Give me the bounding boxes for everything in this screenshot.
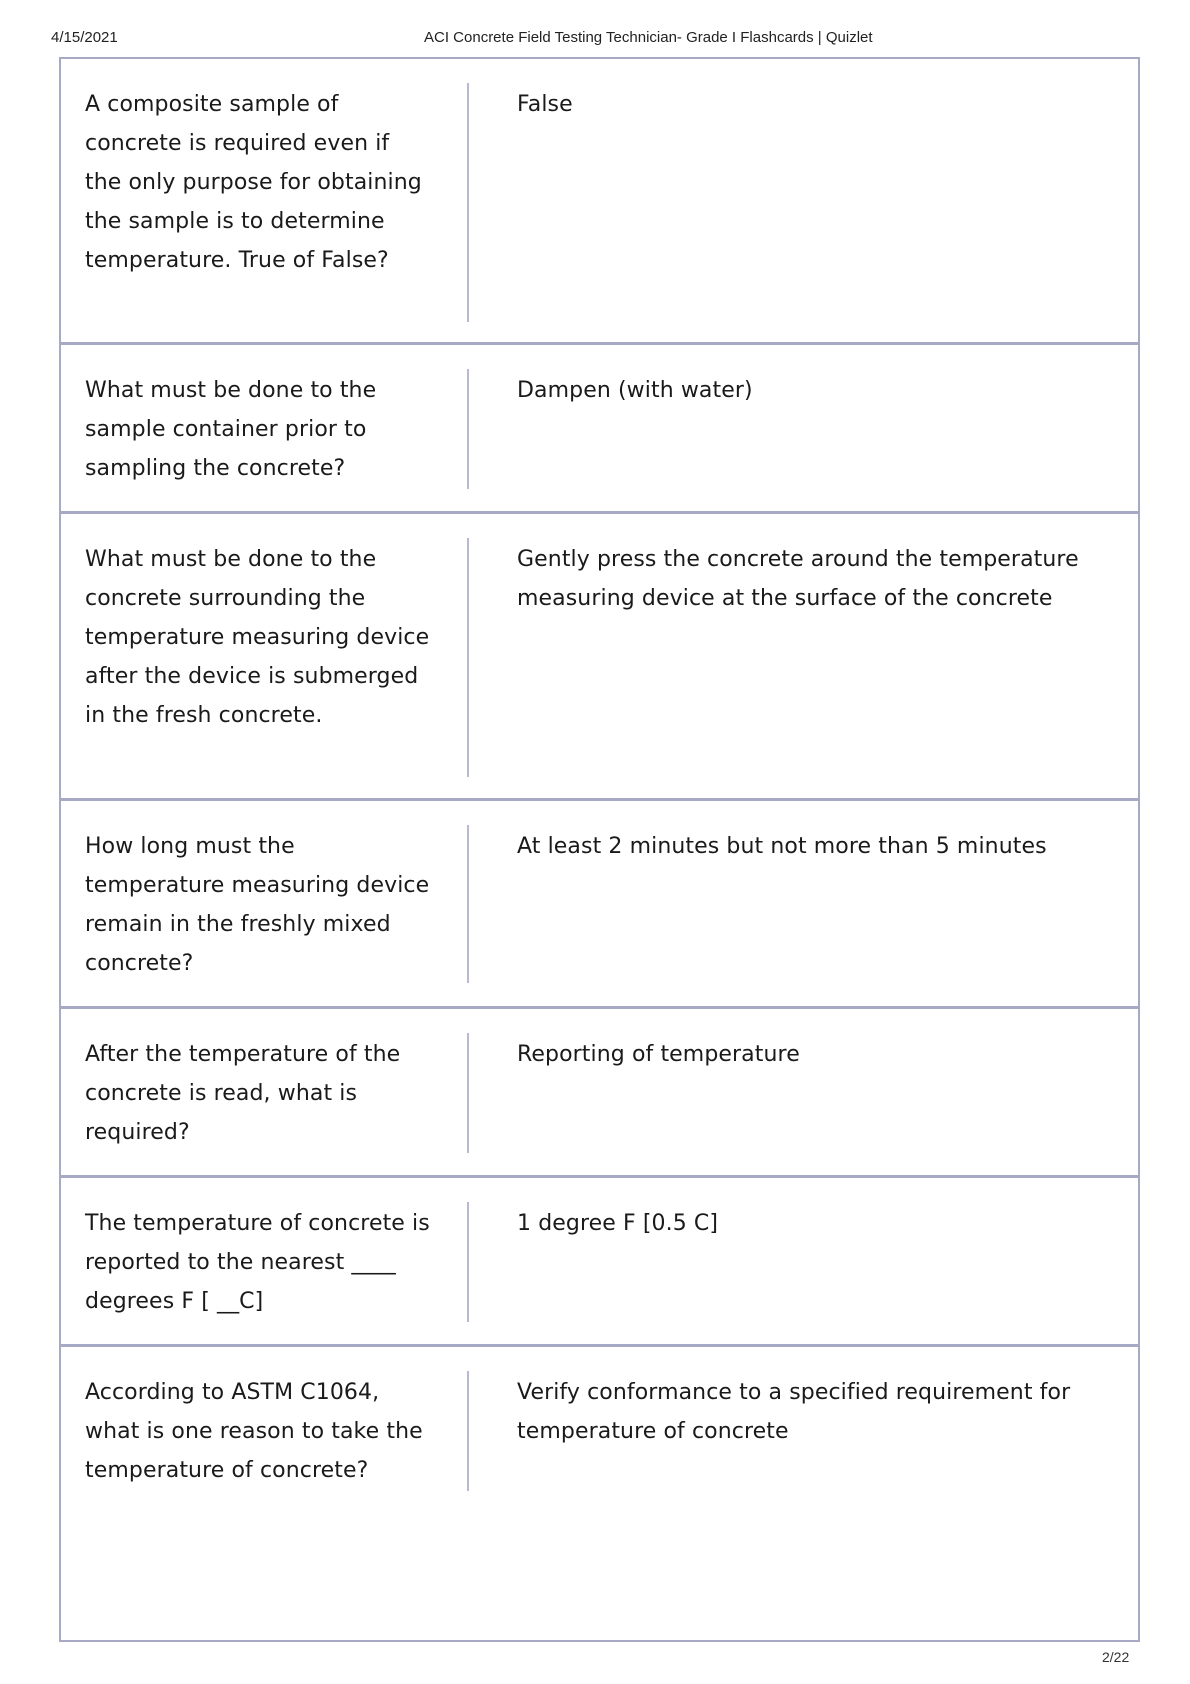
card-definition: Gently press the concrete around the temperature measuring device at the surface of the concrete: [517, 547, 1079, 611]
card-definition: Dampen (with water): [517, 378, 753, 403]
card-divider: [467, 1371, 469, 1491]
card-definition: Reporting of temperature: [517, 1042, 800, 1067]
card-definition: False: [517, 92, 573, 117]
card-divider: [467, 1033, 469, 1153]
flashcard: [61, 1009, 1138, 1178]
document-title: ACI Concrete Field Testing Technician- Grade I Flashcards | Quizlet: [424, 29, 873, 46]
flashcard: [61, 514, 1138, 801]
flashcard: [61, 801, 1138, 1009]
card-term: What must be done to the sample container prior to sampling the concrete?: [85, 378, 377, 481]
card-term: After the temperature of the concrete is read, what is required?: [85, 1042, 401, 1145]
flashcard: [61, 1178, 1138, 1347]
card-divider: [467, 1202, 469, 1322]
card-term: According to ASTM C1064, what is one reason to take the temperature of concrete?: [85, 1380, 423, 1483]
page-number: 2/22: [1102, 1649, 1130, 1665]
card-divider: [467, 369, 469, 489]
print-date: 4/15/2021: [51, 29, 118, 46]
flashcard: [61, 1347, 1138, 1637]
card-divider: [467, 825, 469, 983]
card-term: A composite sample of concrete is required even if the only purpose for obtaining the sample is to determine temperature. True of False?: [85, 92, 422, 273]
flashcard: [61, 59, 1138, 345]
card-divider: [467, 538, 469, 777]
card-definition: At least 2 minutes but not more than 5 minutes: [517, 834, 1047, 859]
flashcard-list: [59, 57, 1140, 1642]
card-definition: 1 degree F [0.5 C]: [517, 1211, 719, 1236]
page-header: [0, 29, 1190, 51]
card-term: The temperature of concrete is reported to the nearest ____ degrees F [ __C]: [85, 1211, 430, 1314]
card-term: How long must the temperature measuring device remain in the freshly mixed concrete?: [85, 834, 430, 976]
card-definition: Verify conformance to a specified requirement for temperature of concrete: [517, 1380, 1071, 1444]
flashcard: [61, 345, 1138, 514]
card-term: What must be done to the concrete surrounding the temperature measuring device after the device is submerged in the fresh concrete.: [85, 547, 430, 728]
card-divider: [467, 83, 469, 322]
